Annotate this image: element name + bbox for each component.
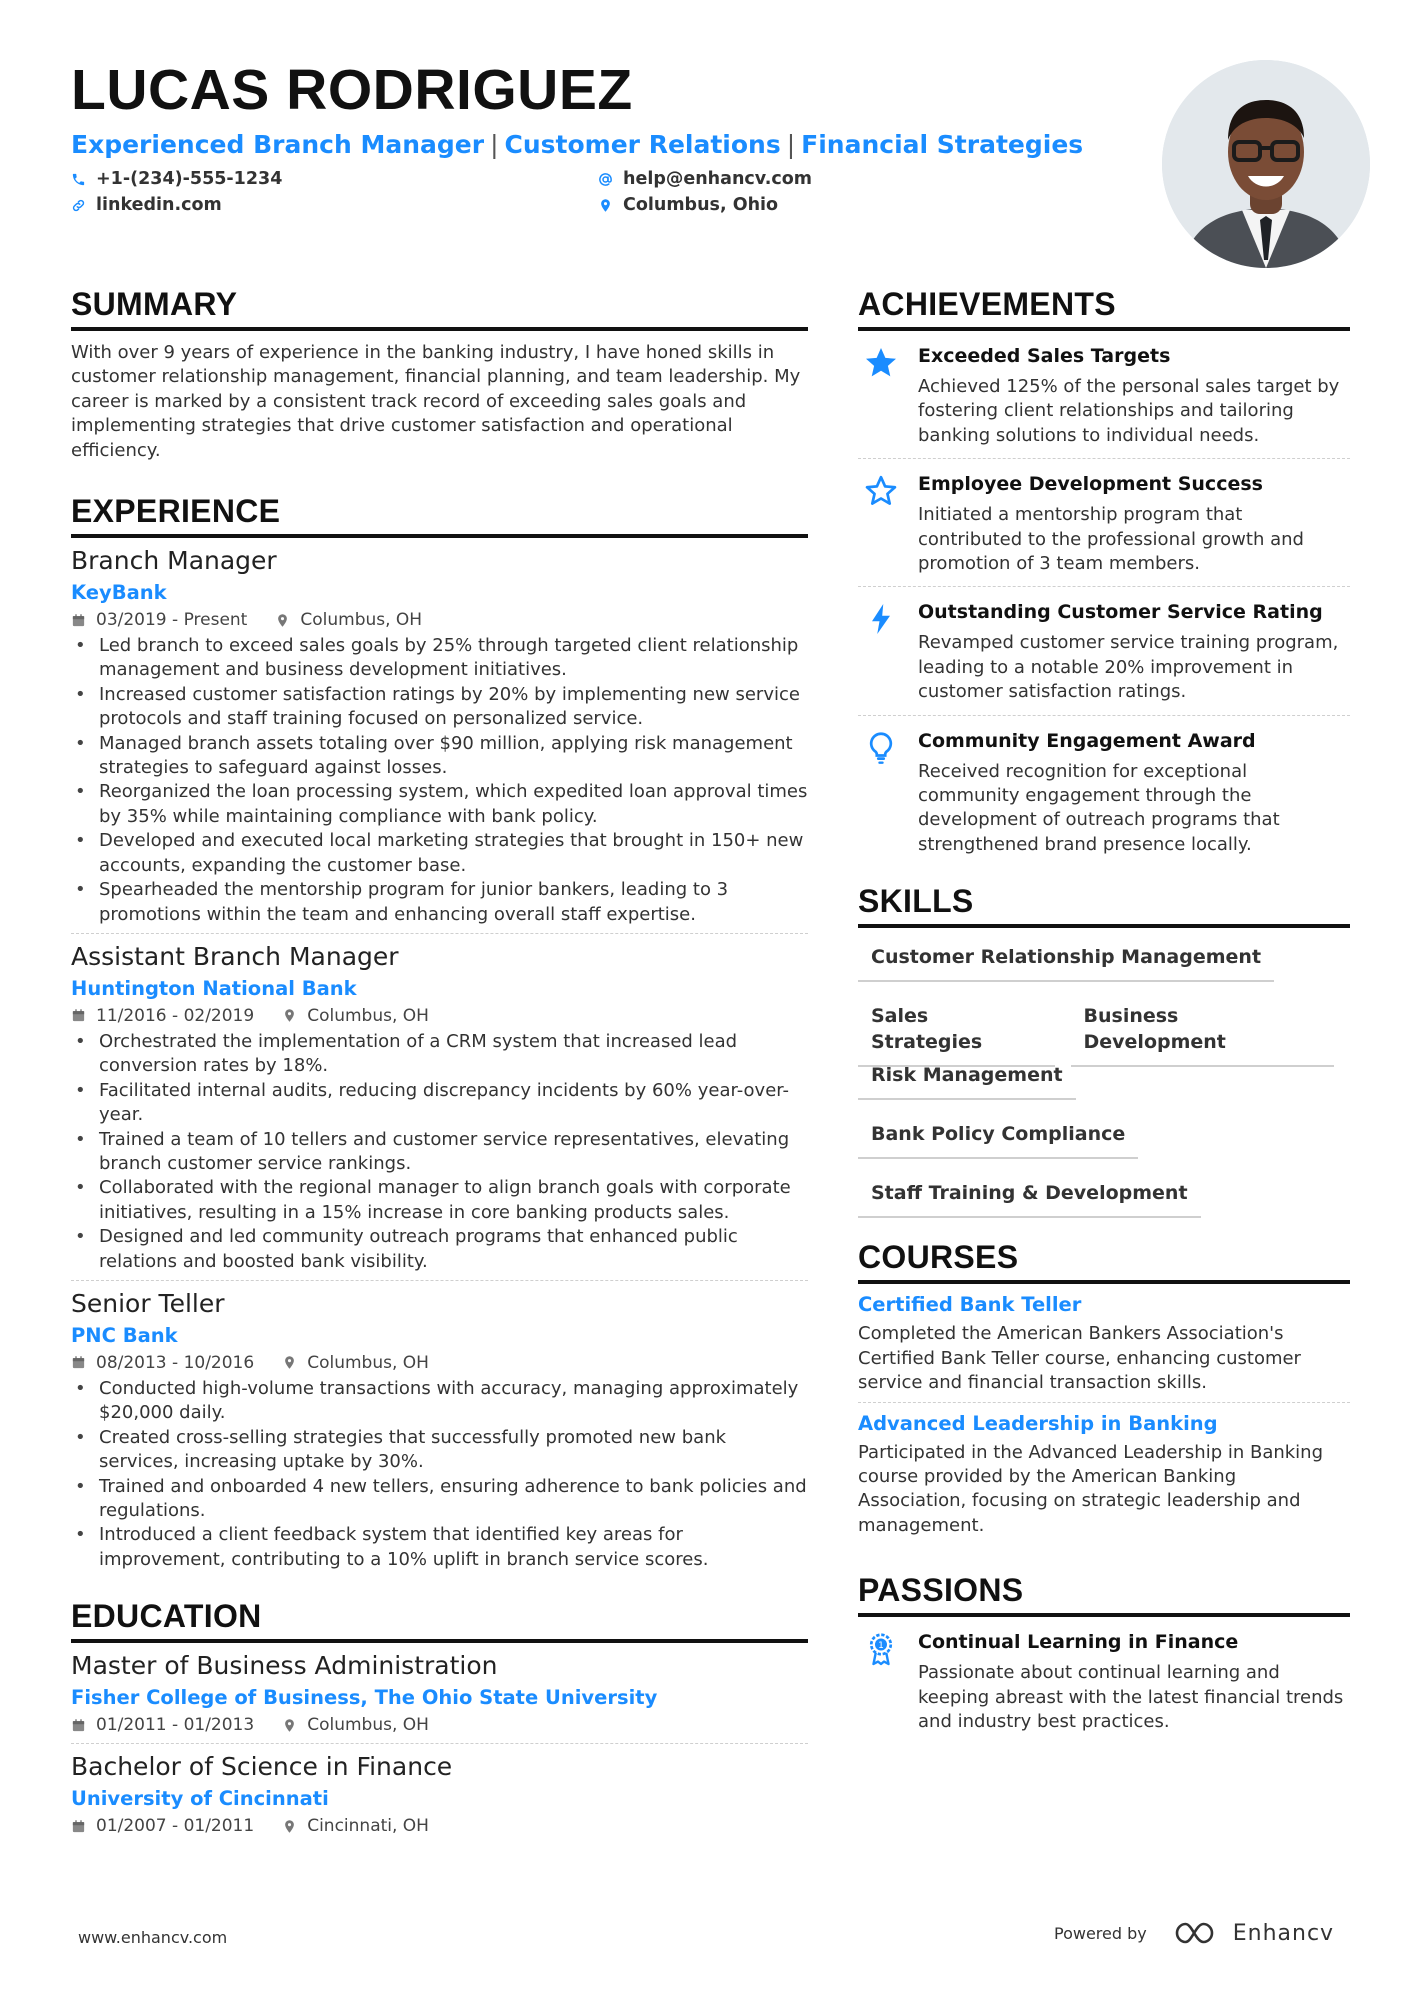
calendar-icon (71, 1355, 86, 1370)
bullet-item: • Trained and onboarded 4 new tellers, ensuring adherence to bank policies and regulations. (71, 1475, 808, 1524)
calendar-icon (71, 1008, 86, 1023)
degree-title: Bachelor of Science in Finance (71, 1752, 453, 1782)
map-pin-icon (282, 1718, 297, 1733)
job-meta (71, 608, 808, 632)
achievement-desc: Revamped customer service training program, leading to a notable 20% improvement in customer satisfaction ratings. (918, 632, 1339, 703)
map-pin-icon (598, 198, 613, 213)
bullet-item: • Created cross-selling strategies that successfully promoted new bank services, increasing uptake by 30%. (71, 1426, 808, 1475)
course-desc: Completed the American Bankers Association's Certified Bank Teller course, enhancing customer service and financial transaction skills. (858, 1323, 1301, 1394)
location-contact (598, 192, 778, 218)
bullet-item: • Collaborated with the regional manager to align branch goals with corporate initiatives, resulting in a 15% increase in core banking products sales. (71, 1176, 808, 1225)
skills-heading: SKILLS (858, 881, 1350, 928)
lightbulb-icon (858, 728, 918, 858)
experience-list (71, 544, 808, 1578)
right-column (858, 284, 1350, 1744)
skill-tag: Risk Management (858, 1058, 1076, 1100)
bullet-item: • Trained a team of 10 tellers and customer service representatives, elevating branch customer service rankings. (71, 1128, 808, 1177)
courses-list (858, 1284, 1350, 1544)
job-dates: 03/2019 - Present (96, 610, 248, 631)
company-name[interactable]: Huntington National Bank (71, 976, 357, 1000)
job-meta (71, 1351, 808, 1375)
bullet-item: • Led branch to exceed sales goals by 25% through targeted client relationship management and business development initiatives. (71, 634, 808, 683)
education-location (282, 1713, 429, 1737)
school-name[interactable]: Fisher College of Business, The Ohio State University (71, 1686, 658, 1710)
skill-tag: Staff Training & Development (858, 1176, 1201, 1218)
education-meta (71, 1713, 808, 1737)
achievement-title: Employee Development Success (918, 473, 1263, 496)
phone-icon (71, 172, 86, 187)
courses-heading: COURSES (858, 1237, 1350, 1284)
at-sign-icon (598, 172, 613, 187)
bullet-item: • Reorganized the loan processing system, which expedited loan approval times by 35% while maintaining compliance with bank policy. (71, 780, 808, 829)
bullet-item: • Conducted high-volume transactions with accuracy, managing approximately $20,000 daily. (71, 1377, 808, 1426)
achievements-list (858, 331, 1350, 867)
job-dates: 08/2013 - 10/2016 (96, 1352, 255, 1373)
skill-tag: Sales Strategies (858, 999, 1055, 1067)
achievement-body (918, 728, 1350, 858)
job-location-text: Columbus, OH (300, 610, 423, 631)
job-title: Senior Teller (71, 1288, 225, 1318)
achievement-item (858, 458, 1350, 586)
location-text: Columbus, Ohio (623, 195, 779, 215)
achievement-title: Outstanding Customer Service Rating (918, 601, 1323, 624)
bullet-item: • Orchestrated the implementation of a CRM system that increased lead conversion rates by 18%. (71, 1030, 808, 1079)
passions-heading: PASSIONS (858, 1570, 1350, 1617)
education-dates: 01/2007 - 01/2011 (96, 1816, 255, 1837)
skill-tag: Business Development (1071, 999, 1335, 1067)
job-location (282, 1004, 429, 1028)
education-location (282, 1814, 429, 1838)
bullet-item: • Spearheaded the mentorship program for junior bankers, leading to 3 promotions within the team and enhancing overall staff expertise. (71, 878, 808, 927)
bullet-item: • Introduced a client feedback system that identified key areas for improvement, contributing to a 10% uplift in branch service scores. (71, 1523, 808, 1572)
job-title: Branch Manager (71, 546, 277, 576)
powered-by-text: Powered by (1054, 1923, 1147, 1943)
calendar-icon (71, 1819, 86, 1834)
skill-row (858, 1117, 1350, 1176)
headline-item: Financial Strategies (801, 130, 1084, 159)
linkedin-contact[interactable] (71, 192, 222, 218)
calendar-icon (71, 613, 86, 628)
education-dates: 01/2011 - 01/2013 (96, 1715, 255, 1736)
job-location (275, 608, 422, 632)
job-location (282, 1351, 429, 1375)
calendar-icon (71, 1718, 86, 1733)
experience-heading: EXPERIENCE (71, 491, 808, 538)
job-meta (71, 1004, 808, 1028)
degree-title: Master of Business Administration (71, 1651, 498, 1681)
candidate-name: LUCAS RODRIGUEZ (71, 58, 633, 122)
phone-contact[interactable] (71, 166, 282, 192)
job-dates: 11/2016 - 02/2019 (96, 1005, 255, 1026)
contact-info (71, 166, 1171, 222)
brand-name: Enhancv (1232, 1920, 1335, 1946)
portrait-illustration (1162, 60, 1370, 268)
experience-entry (71, 544, 808, 933)
achievement-title: Exceeded Sales Targets (918, 345, 1171, 367)
lightning-icon (858, 599, 918, 704)
skill-row (858, 1176, 1350, 1235)
achievement-body (918, 471, 1350, 576)
brand-logo[interactable] (1173, 1920, 1334, 1946)
job-location-text: Columbus, OH (307, 1005, 429, 1026)
achievement-desc: Achieved 125% of the personal sales target by fostering client relationships and tailoring banking solutions to individual needs. (918, 376, 1340, 446)
achievements-heading: ACHIEVEMENTS (858, 284, 1350, 331)
passion-desc: Passionate about continual learning and keeping abreast with the latest financial trends and industry best practices. (918, 1662, 1344, 1732)
summary-text: With over 9 years of experience in the banking industry, I have honed skills in customer relationship management, financial planning, and team leadership. My career is marked by a consistent track record of exceeding sales goals and implementing strategies that drive customer satisfaction and operational efficiency. (71, 342, 801, 461)
linkedin-url: linkedin.com (96, 195, 222, 215)
achievement-item (858, 331, 1350, 458)
headline-separator: | (490, 130, 499, 159)
school-name[interactable]: University of Cincinnati (71, 1787, 329, 1811)
achievement-desc: Initiated a mentorship program that contributed to the professional growth and promotion of 3 team members. (918, 504, 1304, 575)
phone-number: +1-(234)-555-1234 (96, 169, 283, 189)
course-item (858, 1402, 1350, 1545)
bullet-item: • Increased customer satisfaction ratings by 20% by implementing new service protocols and staff training focused on personalized service. (71, 683, 808, 732)
education-entry (71, 1649, 808, 1743)
skill-row (858, 940, 1350, 999)
headline-item: Customer Relations (504, 130, 781, 159)
svg-text:1: 1 (878, 1641, 884, 1652)
profile-photo (1162, 60, 1370, 268)
email-contact[interactable] (598, 166, 812, 192)
job-title: Assistant Branch Manager (71, 941, 399, 971)
star-filled-icon (858, 343, 918, 448)
map-pin-icon (282, 1008, 297, 1023)
headline-item: Experienced Branch Manager (71, 130, 485, 159)
map-pin-icon (282, 1819, 297, 1834)
achievement-body (918, 599, 1350, 704)
summary-heading: SUMMARY (71, 284, 808, 331)
education-list (71, 1649, 808, 1844)
award-ribbon-icon (858, 1629, 918, 1734)
bullet-item: • Facilitated internal audits, reducing discrepancy incidents by 60% year-over-year. (71, 1079, 808, 1128)
passion-title: Continual Learning in Finance (918, 1631, 1239, 1654)
job-bullets (71, 1030, 808, 1274)
passions-list (858, 1617, 1350, 1744)
skills-list (858, 940, 1350, 1235)
job-bullets (71, 1377, 808, 1572)
link-icon (71, 198, 86, 213)
experience-entry (71, 933, 808, 1280)
star-outline-icon (858, 471, 918, 576)
achievement-desc: Received recognition for exceptional community engagement through the development of outreach programs that strengthened brand presence locally. (918, 760, 1280, 855)
achievement-body (918, 343, 1350, 448)
experience-entry (71, 1280, 808, 1578)
skill-row (858, 999, 1350, 1058)
resume-header (71, 56, 1171, 222)
bullet-item: • Developed and executed local marketing strategies that brought in 150+ new accounts, expanding the customer base. (71, 829, 808, 878)
course-title[interactable]: Certified Bank Teller (858, 1293, 1082, 1317)
job-bullets (71, 634, 808, 927)
achievement-title: Community Engagement Award (918, 729, 1256, 752)
bullet-item: • Managed branch assets totaling over $90 million, applying risk management strategies to safeguard against losses. (71, 732, 808, 781)
education-heading: EDUCATION (71, 1596, 808, 1643)
achievement-item (858, 715, 1350, 868)
bullet-item: • Designed and led community outreach programs that enhanced public relations and boosted bank visibility. (71, 1225, 808, 1274)
left-column (71, 284, 808, 1844)
passion-item (858, 1617, 1350, 1744)
footer-branding (1054, 1920, 1334, 1946)
enhancv-logo-icon (1173, 1920, 1221, 1946)
passion-body (918, 1629, 1350, 1734)
skill-tag: Customer Relationship Management (858, 940, 1274, 982)
course-title[interactable]: Advanced Leadership in Banking (858, 1411, 1218, 1435)
education-entry (71, 1743, 808, 1844)
course-item (858, 1284, 1350, 1401)
map-pin-icon (275, 613, 290, 628)
company-name[interactable]: KeyBank (71, 581, 167, 605)
map-pin-icon (282, 1355, 297, 1370)
job-location-text: Columbus, OH (307, 1352, 429, 1373)
skill-tag: Bank Policy Compliance (858, 1117, 1138, 1159)
education-meta (71, 1814, 808, 1838)
footer-website[interactable]: www.enhancv.com (78, 1928, 228, 1947)
education-location-text: Columbus, OH (307, 1715, 429, 1736)
headline-separator: | (786, 130, 796, 159)
achievement-item (858, 586, 1350, 714)
education-location-text: Cincinnati, OH (307, 1816, 429, 1837)
course-desc: Participated in the Advanced Leadership in Banking course provided by the American Banking Association, focusing on strategic leadership and management. (858, 1441, 1324, 1536)
headline (71, 128, 1171, 162)
email-address: help@enhancv.com (623, 169, 813, 189)
company-name[interactable]: PNC Bank (71, 1323, 178, 1347)
